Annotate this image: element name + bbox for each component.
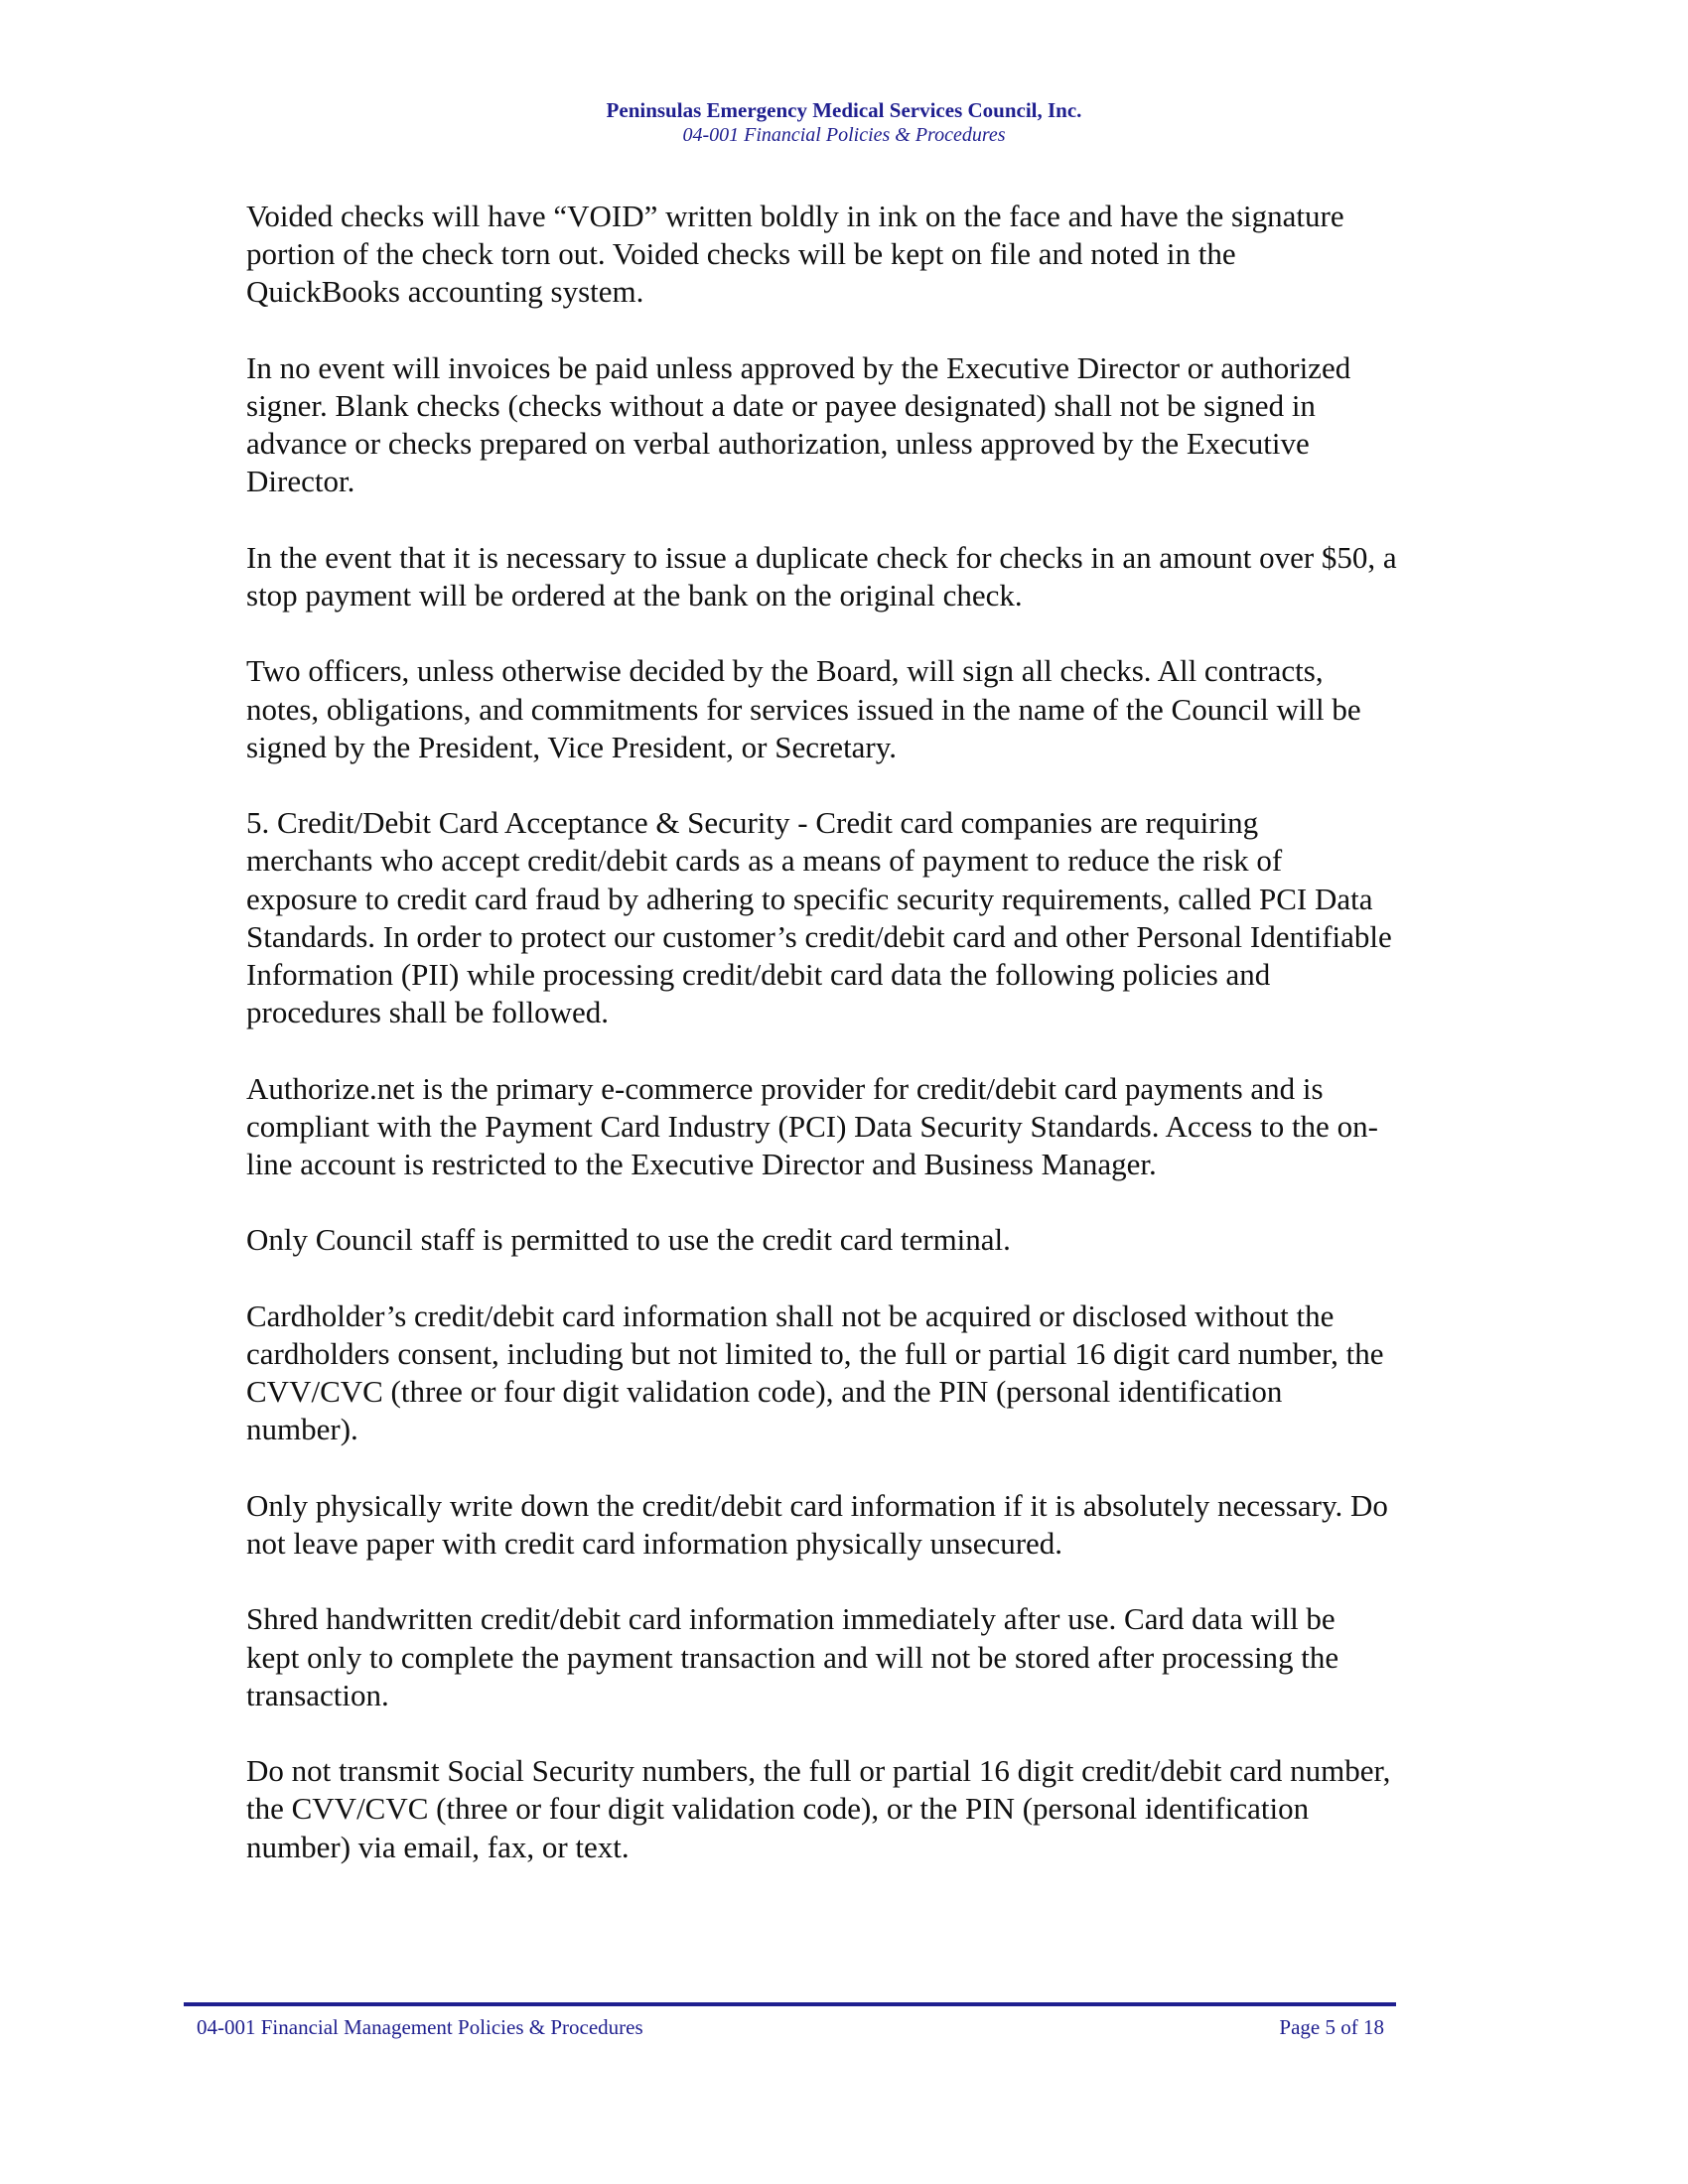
body-paragraph (246, 1487, 1497, 1563)
body-paragraph (246, 1752, 1497, 1866)
paragraph-line: exposure to credit card fraud by adhering to specific security requirements, called PCI Data (246, 881, 1373, 916)
paragraph-line: stop payment will be ordered at the bank on the original check. (246, 578, 1023, 613)
paragraph-line: Cardholder’s credit/debit card information shall not be acquired or disclosed without the (246, 1297, 1335, 1333)
paragraph-line: line account is restricted to the Executive Director and Business Manager. (246, 1147, 1157, 1181)
footer-rule (184, 2002, 1396, 2006)
paragraph-line: CVV/CVC (three or four digit validation code), and the PIN (personal identification (246, 1374, 1283, 1410)
body-paragraph (246, 198, 1497, 312)
paragraph-line: Shred handwritten credit/debit card information immediately after use. Card data will be (246, 1601, 1336, 1637)
paragraph-line: signed by the President, Vice President, or Secretary. (246, 729, 897, 764)
paragraph-line: merchants who accept credit/debit cards as a means of payment to reduce the risk of (246, 843, 1283, 879)
document-body (246, 198, 1497, 1904)
paragraph-line: compliant with the Payment Card Industry (PCI) Data Security Standards. Access to the on- (246, 1108, 1378, 1144)
paragraph-line: Do not transmit Social Security numbers, the full or partial 16 digit credit/debit card number, (246, 1753, 1391, 1789)
paragraph-line: Information (PII) while processing credit/debit card data the following policies and (246, 957, 1271, 992)
footer-document-title: 04-001 Financial Management Policies & Procedures (197, 2015, 643, 2039)
paragraph-line: not leave paper with credit card information physically unsecured. (246, 1525, 1063, 1561)
paragraph-line: In the event that it is necessary to issue a duplicate check for checks in an amount over $50, a (246, 539, 1397, 575)
paragraph-line: notes, obligations, and commitments for services issued in the name of the Council will be (246, 691, 1361, 727)
page-footer (184, 2002, 1396, 2042)
page-header (0, 97, 1688, 148)
paragraph-line: Voided checks will have “VOID” written boldly in ink on the face and have the signature (246, 199, 1344, 233)
body-paragraph (246, 652, 1497, 766)
body-paragraph (246, 1221, 1497, 1259)
paragraph-line: kept only to complete the payment transaction and will not be stored after processing the (246, 1639, 1339, 1675)
paragraph-line: the CVV/CVC (three or four digit validation code), or the PIN (personal identification (246, 1791, 1310, 1827)
paragraph-line: 5. Credit/Debit Card Acceptance & Security - Credit card companies are requiring (246, 805, 1259, 841)
paragraph-line: QuickBooks accounting system. (246, 274, 644, 310)
paragraph-line: Authorize.net is the primary e-commerce provider for credit/debit card payments and is (246, 1070, 1324, 1106)
header-organization: Peninsulas Emergency Medical Services Council, Inc. (606, 98, 1082, 122)
header-document-title: 04-001 Financial Policies & Procedures (682, 124, 1006, 146)
body-paragraph (246, 539, 1497, 614)
paragraph-line: Two officers, unless otherwise decided by the Board, will sign all checks. All contracts, (246, 653, 1324, 689)
body-paragraph (246, 804, 1497, 1031)
body-paragraph (246, 1297, 1497, 1449)
paragraph-line: procedures shall be followed. (246, 995, 609, 1030)
page-number: Page 5 of 18 (1279, 2015, 1384, 2039)
paragraph-line: number) via email, fax, or text. (246, 1829, 630, 1864)
paragraph-line: Director. (246, 464, 355, 499)
paragraph-line: transaction. (246, 1677, 389, 1712)
paragraph-line: Standards. In order to protect our customer’s credit/debit card and other Personal Identifiable (246, 918, 1392, 954)
paragraph-line: portion of the check torn out. Voided checks will be kept on file and noted in the (246, 236, 1236, 272)
body-paragraph (246, 349, 1497, 501)
body-paragraph (246, 1070, 1497, 1184)
paragraph-line: In no event will invoices be paid unless approved by the Executive Director or authorized (246, 349, 1351, 385)
paragraph-line: number). (246, 1412, 358, 1447)
paragraph-line: signer. Blank checks (checks without a date or payee designated) shall not be signed in (246, 388, 1316, 423)
paragraph-line: cardholders consent, including but not limited to, the full or partial 16 digit card number, the (246, 1335, 1384, 1371)
body-paragraph (246, 1600, 1497, 1714)
paragraph-line: Only physically write down the credit/debit card information if it is absolutely necessary. Do (246, 1487, 1388, 1523)
paragraph-line: Only Council staff is permitted to use the credit card terminal. (246, 1222, 1011, 1258)
paragraph-line: advance or checks prepared on verbal authorization, unless approved by the Executive (246, 426, 1310, 462)
